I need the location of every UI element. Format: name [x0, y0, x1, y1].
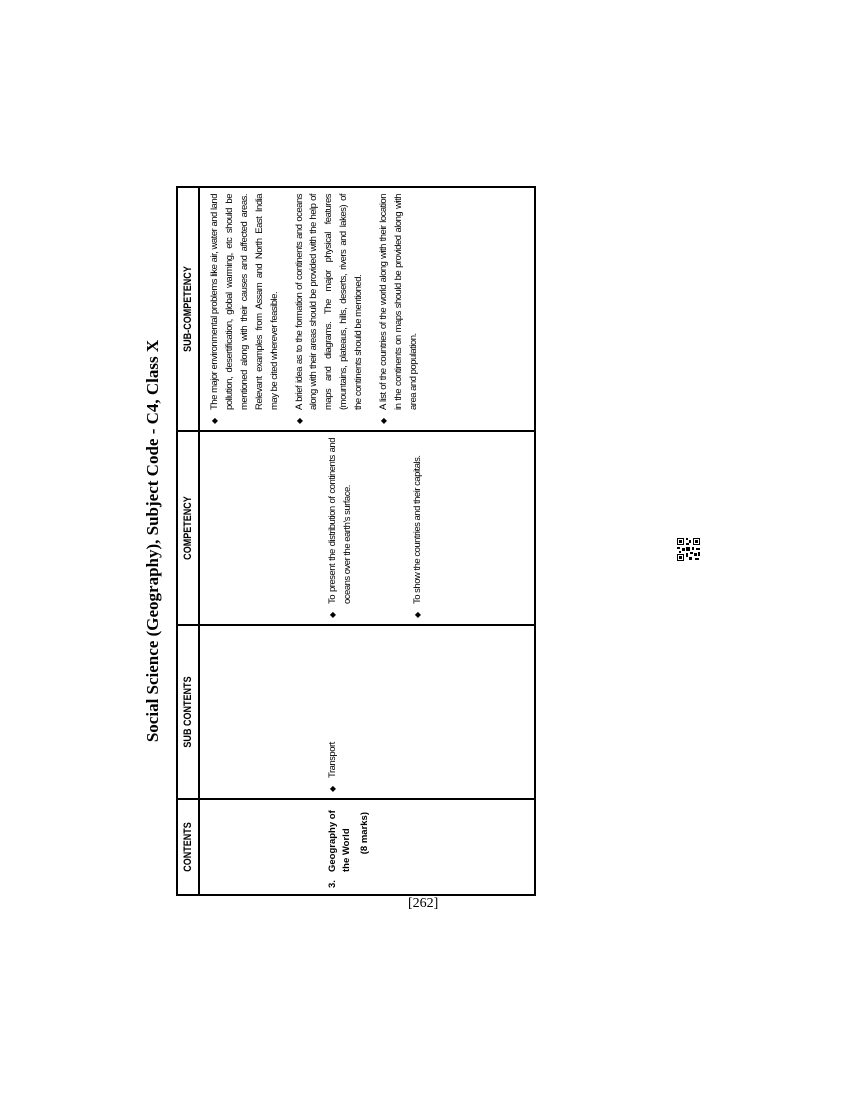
- header-sub-contents: SUB CONTENTS: [177, 641, 199, 784]
- bullet-icon: ◆: [328, 611, 337, 618]
- sub-contents-cell: [199, 625, 535, 799]
- list-item: [326, 438, 356, 618]
- syllabus-table: [176, 186, 536, 896]
- page-title: Social Science (Geography), Subject Code - C4, Class X: [143, 339, 162, 743]
- table-header-row: [177, 187, 199, 895]
- header-contents: CONTENTS: [177, 808, 199, 887]
- bullet-icon: ◆: [379, 417, 389, 424]
- competency-cell: [199, 431, 535, 625]
- content-title: Geography of the World: [327, 810, 352, 872]
- sub-competency-cell: [199, 187, 535, 431]
- sub-competency-text: The major environmental problems like air, water and land pollution, desertification, global warming, etc should be mentioned along with their causes and affected areas. Relevant examples from Assam and North East India may be cited wherever feasible.: [209, 194, 280, 410]
- content-number: 3.: [327, 880, 338, 888]
- bullet-icon: ◆: [412, 611, 422, 618]
- list-item: [293, 194, 368, 424]
- list-item: [208, 194, 283, 424]
- header-competency: COMPETENCY: [177, 448, 199, 607]
- bullet-icon: ◆: [210, 417, 219, 424]
- page-number: [262]: [408, 896, 439, 911]
- sub-competency-text: A brief idea as to the formation of continents and oceans along with their areas should be provided with the help of maps and diagrams. The major physical features (mountains, plateaus, hills, deserts, rivers and lakes) of the continents should be mentioned.: [293, 194, 365, 410]
- qr-code-icon: [676, 537, 701, 562]
- content-heading: [326, 806, 354, 888]
- header-sub-competency: SUB-COMPETENCY: [177, 209, 199, 409]
- sub-competency-text: A list of the countries of the world along with their location in the continents on maps should be provided along with area and population.: [378, 194, 419, 410]
- contents-cell: [199, 799, 535, 895]
- content-marks: (8 marks): [359, 812, 370, 855]
- list-item: [326, 632, 341, 792]
- competency-text: To show the countries and their capitals.: [411, 455, 423, 604]
- list-item: [377, 194, 422, 424]
- bullet-icon: ◆: [294, 417, 304, 424]
- bullet-icon: ◆: [328, 785, 337, 792]
- competency-text: To present the distribution of continents and oceans over the earth's surface.: [327, 438, 353, 604]
- sub-content-text: Transport: [327, 742, 338, 778]
- table-row: [199, 187, 535, 895]
- list-item: [411, 438, 426, 618]
- rotated-page-content: [130, 186, 630, 896]
